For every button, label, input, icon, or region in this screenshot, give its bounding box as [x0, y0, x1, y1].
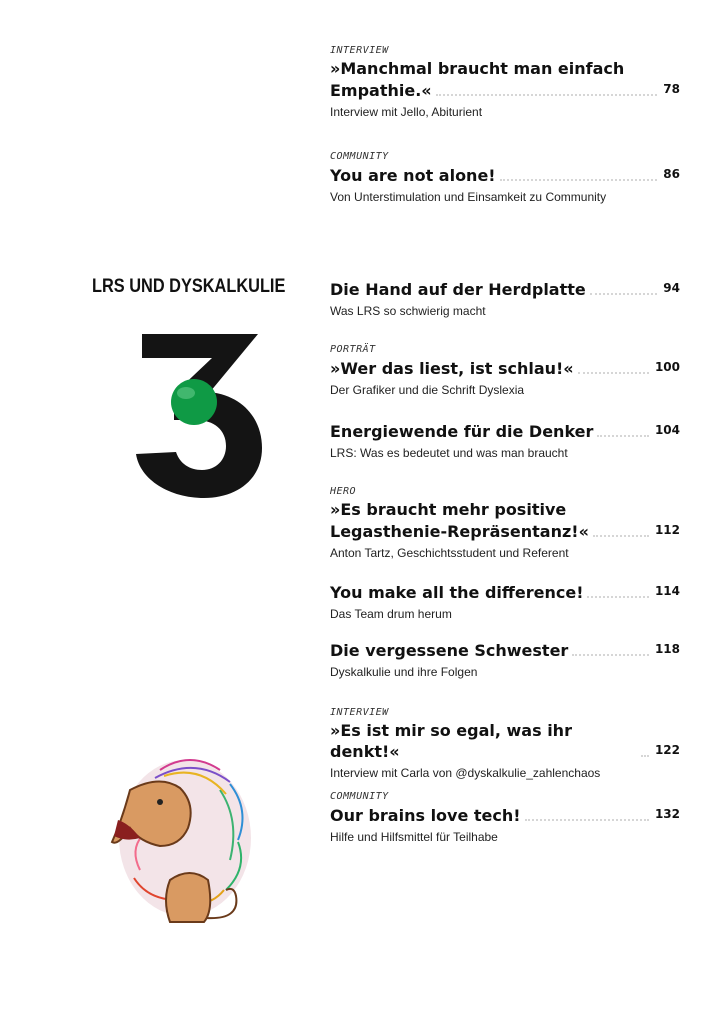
lion-body: [166, 873, 210, 922]
entry-page-number: 86: [663, 167, 680, 181]
entry-title: Energiewende für die Denker: [330, 422, 594, 441]
entry-subtitle: Hilfe und Hilfsmittel für Teilhabe: [330, 830, 498, 844]
toc-entry[interactable]: [330, 790, 680, 845]
entry-title: Empathie.«: [330, 81, 432, 100]
entry-title: Die vergessene Schwester: [330, 641, 569, 660]
green-dot: [171, 379, 217, 425]
entry-page-number: 100: [654, 360, 680, 374]
entry-subtitle: Von Unterstimulation und Einsamkeit zu Community: [330, 190, 607, 204]
dotted-leader: [587, 596, 648, 598]
entry-subtitle: Der Grafiker und die Schrift Dyslexia: [330, 383, 525, 397]
entry-subtitle: Anton Tartz, Geschichtsstudent und Referent: [330, 546, 569, 560]
entry-category: COMMUNITY: [330, 151, 389, 162]
entry-title: Our brains love tech!: [330, 806, 521, 825]
toc-entry[interactable]: [330, 278, 680, 319]
dotted-leader: [572, 654, 649, 656]
entry-subtitle: Dyskalkulie und ihre Folgen: [330, 665, 478, 679]
toc-entry[interactable]: [330, 706, 680, 781]
entry-subtitle: LRS: Was es bedeutet und was man braucht: [330, 446, 568, 460]
dotted-leader: [597, 435, 649, 437]
entry-page-number: 104: [654, 423, 680, 437]
dotted-leader: [436, 94, 658, 96]
entry-page-number: 132: [654, 807, 680, 821]
green-dot-highlight: [177, 387, 195, 399]
entry-title-line: »Es braucht mehr positive: [330, 500, 567, 519]
dotted-leader: [590, 293, 658, 295]
entry-subtitle: Das Team drum herum: [330, 607, 452, 621]
toc-entry[interactable]: [330, 639, 680, 680]
toc-entry[interactable]: [330, 150, 680, 205]
entry-page-number: 112: [654, 523, 680, 537]
dotted-leader: [500, 179, 658, 181]
entry-page-number: 78: [663, 82, 680, 96]
entry-page-number: 114: [654, 584, 680, 598]
entry-title: Legasthenie-Repräsentanz!«: [330, 522, 589, 541]
entry-subtitle: Interview mit Carla von @dyskalkulie_zahlenchaos: [330, 766, 601, 780]
entry-category: HERO: [330, 486, 357, 497]
toc-entry[interactable]: [330, 44, 680, 120]
entry-title: You are not alone!: [330, 166, 496, 185]
entry-title-line: »Manchmal braucht man einfach: [330, 59, 625, 78]
dotted-leader: [578, 372, 649, 374]
entry-page-number: 94: [663, 281, 680, 295]
section-heading: LRS UND DYSKALKULIE: [92, 276, 286, 297]
entry-category: COMMUNITY: [330, 791, 389, 802]
dotted-leader: [525, 819, 649, 821]
dotted-leader: [641, 755, 649, 757]
toc-entry[interactable]: [330, 485, 680, 561]
dotted-leader: [593, 535, 649, 537]
lion-illustration: [100, 750, 260, 940]
entry-title: Die Hand auf der Herdplatte: [330, 280, 586, 299]
toc-entry[interactable]: [330, 343, 680, 398]
entry-title: »Wer das liest, ist schlau!«: [330, 359, 574, 378]
entry-title: »Es ist mir so egal, was ihr denkt!«: [330, 721, 572, 761]
entry-category: INTERVIEW: [330, 45, 389, 56]
section-number-graphic: [132, 330, 268, 500]
entry-subtitle: Was LRS so schwierig macht: [330, 304, 486, 318]
entry-page-number: 122: [654, 743, 680, 757]
entry-category: PORTRÄT: [330, 344, 376, 355]
entry-subtitle: Interview mit Jello, Abiturient: [330, 105, 483, 119]
toc-entry[interactable]: [330, 420, 680, 461]
entry-page-number: 118: [654, 642, 680, 656]
toc-entry[interactable]: [330, 581, 680, 622]
entry-title: You make all the difference!: [330, 583, 584, 602]
entry-category: INTERVIEW: [330, 707, 389, 718]
